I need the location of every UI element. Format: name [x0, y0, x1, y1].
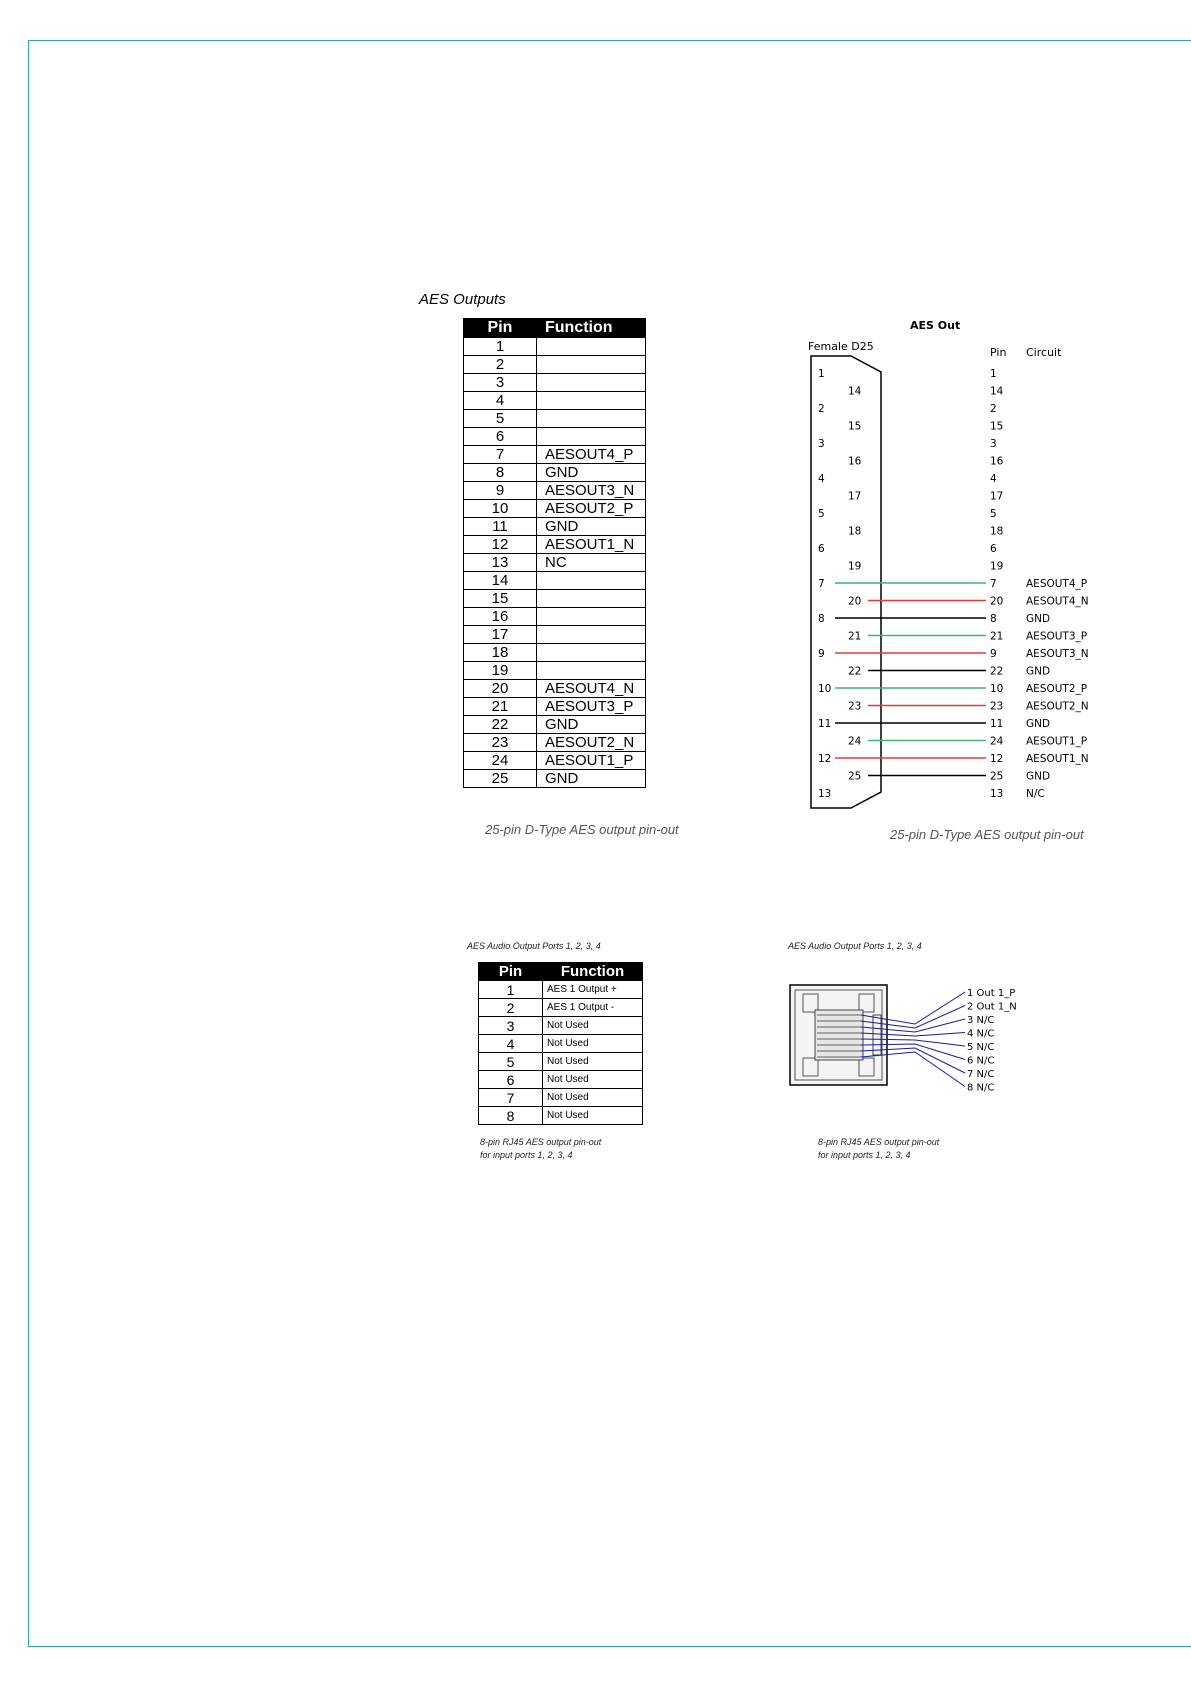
- table-row: [464, 608, 646, 626]
- table-row: [479, 1017, 643, 1035]
- rj45-pin-label: 5 N/C: [967, 1042, 995, 1053]
- pin-cell: 21: [464, 698, 537, 716]
- table-row: [464, 770, 646, 788]
- connector-pin-number: 1: [818, 368, 825, 380]
- pin-list-number: 19: [990, 560, 1004, 573]
- pin-list-number: 8: [990, 613, 997, 625]
- table-row: [464, 716, 646, 734]
- pin-cell: 7: [464, 446, 537, 464]
- circuit-label: AESOUT4_P: [1026, 578, 1088, 590]
- table-row: [464, 392, 646, 410]
- pin-list-number: 24: [990, 735, 1004, 748]
- pin-list-number: 10: [990, 683, 1004, 695]
- pin-cell: 10: [464, 500, 537, 518]
- pin-list-number: 12: [990, 753, 1004, 765]
- column-header-pin: Pin: [990, 346, 1007, 359]
- pin-cell: 3: [464, 374, 537, 392]
- table-row: [479, 1089, 643, 1107]
- pin-cell: 5: [464, 410, 537, 428]
- pin-list-number: 25: [990, 770, 1004, 783]
- table-row: [479, 1035, 643, 1053]
- pin-cell: 24: [464, 752, 537, 770]
- pin-list-number: 14: [990, 385, 1004, 398]
- table-row: [479, 1071, 643, 1089]
- connector-pin-number: 14: [848, 385, 862, 398]
- connector-pin-number: 11: [818, 718, 832, 730]
- pin-list-number: 11: [990, 718, 1004, 730]
- pin-list-number: 6: [990, 543, 997, 555]
- table-row: [464, 572, 646, 590]
- pin-list-number: 7: [990, 578, 997, 590]
- pin-cell: 11: [464, 518, 537, 536]
- circuit-label: AESOUT1_P: [1026, 735, 1088, 748]
- table-row: [479, 1053, 643, 1071]
- table-header-row: [464, 319, 646, 338]
- rj45-pin-label: 7 N/C: [967, 1069, 995, 1080]
- column-header-function: Function: [537, 319, 646, 338]
- pin-list-number: 23: [990, 700, 1004, 713]
- rj45-diagram-title: AES Audio Output Ports 1, 2, 3, 4: [788, 941, 922, 951]
- pin-cell: 19: [464, 662, 537, 680]
- table-row: [464, 698, 646, 716]
- table-row: [464, 662, 646, 680]
- pin-list-number: 9: [990, 648, 997, 660]
- circuit-label: AESOUT2_P: [1026, 683, 1088, 695]
- rj45-pin-label: 4 N/C: [967, 1028, 995, 1040]
- pin-list-number: 21: [990, 630, 1004, 643]
- table-row: [464, 734, 646, 752]
- rj45-pin-label: 6 N/C: [967, 1055, 995, 1067]
- caption-line: 8-pin RJ45 AES output pin-out: [480, 1137, 602, 1147]
- function-cell: GND: [537, 464, 646, 482]
- pin-cell: 3: [479, 1017, 543, 1035]
- connector-pin-number: 3: [818, 438, 825, 450]
- connector-pin-number: 5: [818, 508, 825, 520]
- table-row: [464, 752, 646, 770]
- table-row: [464, 500, 646, 518]
- circuit-label: AESOUT3_N: [1026, 648, 1089, 660]
- function-cell: GND: [537, 770, 646, 788]
- table-row: [464, 428, 646, 446]
- function-cell: Not Used: [543, 1017, 643, 1035]
- pin-list-number: 3: [990, 438, 997, 450]
- pin-cell: 6: [479, 1071, 543, 1089]
- connector-label: Female D25: [808, 340, 874, 353]
- pin-cell: 18: [464, 644, 537, 662]
- connector-pin-number: 17: [848, 490, 862, 503]
- function-cell: AESOUT4_N: [537, 680, 646, 698]
- d25-wiring-diagram: [790, 315, 1120, 845]
- caption-line: for input ports 1, 2, 3, 4: [818, 1150, 911, 1160]
- connector-pin-number: 21: [848, 630, 862, 643]
- column-header-circuit: Circuit: [1026, 346, 1062, 359]
- pin-cell: 17: [464, 626, 537, 644]
- table-row: [464, 590, 646, 608]
- connector-pin-number: 7: [818, 578, 825, 590]
- function-cell: Not Used: [543, 1053, 643, 1071]
- diagram-title: AES Out: [910, 319, 961, 332]
- table-row: [464, 518, 646, 536]
- connector-pin-number: 6: [818, 543, 825, 555]
- connector-pin-number: 20: [848, 595, 862, 608]
- connector-pin-number: 13: [818, 788, 832, 800]
- pin-list-number: 2: [990, 403, 997, 415]
- table-row: [464, 338, 646, 356]
- pin-cell: 4: [479, 1035, 543, 1053]
- function-cell: AESOUT3_N: [537, 482, 646, 500]
- connector-pin-number: 16: [848, 455, 862, 468]
- circuit-label: AESOUT4_N: [1026, 595, 1089, 608]
- circuit-label: GND: [1026, 613, 1051, 625]
- table-row: [479, 1107, 643, 1125]
- pin-list-number: 16: [990, 455, 1004, 468]
- function-cell: AES 1 Output -: [543, 999, 643, 1017]
- function-cell: [537, 356, 646, 374]
- function-cell: [537, 644, 646, 662]
- pin-list-number: 15: [990, 420, 1004, 433]
- function-cell: Not Used: [543, 1107, 643, 1125]
- function-cell: AESOUT1_N: [537, 536, 646, 554]
- function-cell: NC: [537, 554, 646, 572]
- pin-list-number: 20: [990, 595, 1004, 608]
- pin-cell: 8: [479, 1107, 543, 1125]
- section-title: AES Outputs: [419, 291, 506, 308]
- connector-pin-number: 24: [848, 735, 862, 748]
- pin-list-number: 5: [990, 508, 997, 520]
- table-row: [464, 644, 646, 662]
- pin-list-number: 13: [990, 788, 1004, 800]
- function-cell: AESOUT3_P: [537, 698, 646, 716]
- d25-diagram-caption: 25-pin D-Type AES output pin-out: [890, 827, 1084, 842]
- connector-pin-number: 2: [818, 403, 825, 415]
- pin-list-number: 22: [990, 665, 1004, 678]
- pin-list-number: 1: [990, 368, 997, 380]
- function-cell: AESOUT2_N: [537, 734, 646, 752]
- connector-pin-number: 12: [818, 753, 832, 765]
- rj45-pin-label: 2 Out 1_N: [967, 1001, 1017, 1013]
- table-row: [464, 464, 646, 482]
- circuit-label: AESOUT2_N: [1026, 700, 1089, 713]
- rj45-table-title: AES Audio Output Ports 1, 2, 3, 4: [467, 941, 601, 951]
- rj45-pin-label: 3 N/C: [967, 1015, 995, 1026]
- circuit-label: GND: [1026, 665, 1051, 678]
- connector-pin-number: 18: [848, 525, 862, 538]
- function-cell: Not Used: [543, 1089, 643, 1107]
- pin-cell: 8: [464, 464, 537, 482]
- table-row: [464, 356, 646, 374]
- table-row: [464, 626, 646, 644]
- caption-line: 8-pin RJ45 AES output pin-out: [818, 1137, 940, 1147]
- rj45-pinout-table: [478, 962, 643, 1125]
- pin-cell: 2: [464, 356, 537, 374]
- table-header-row: [479, 963, 643, 981]
- table-row: [464, 482, 646, 500]
- function-cell: [537, 662, 646, 680]
- connector-pin-number: 25: [848, 770, 862, 783]
- column-header-pin: Pin: [464, 319, 537, 338]
- pin-cell: 16: [464, 608, 537, 626]
- pin-cell: 20: [464, 680, 537, 698]
- connector-pin-number: 9: [818, 648, 825, 660]
- connector-pin-number: 4: [818, 473, 825, 485]
- connector-pin-number: 23: [848, 700, 862, 713]
- table-row: [464, 410, 646, 428]
- rj45-socket-diagram: [785, 980, 1045, 1095]
- rj45-socket-icon: [790, 985, 887, 1085]
- function-cell: [537, 374, 646, 392]
- function-cell: GND: [537, 518, 646, 536]
- table-row: [464, 374, 646, 392]
- table-row: [464, 446, 646, 464]
- column-header-pin: Pin: [479, 963, 543, 981]
- pin-cell: 13: [464, 554, 537, 572]
- table-row: [479, 999, 643, 1017]
- pin-cell: 4: [464, 392, 537, 410]
- pin-cell: 1: [464, 338, 537, 356]
- pin-cell: 22: [464, 716, 537, 734]
- function-cell: [537, 410, 646, 428]
- connector-pin-number: 10: [818, 683, 832, 695]
- function-cell: [537, 428, 646, 446]
- pin-cell: 6: [464, 428, 537, 446]
- pin-cell: 12: [464, 536, 537, 554]
- d25-table-caption: 25-pin D-Type AES output pin-out: [485, 822, 679, 837]
- function-cell: AESOUT4_P: [537, 446, 646, 464]
- pin-cell: 23: [464, 734, 537, 752]
- function-cell: GND: [537, 716, 646, 734]
- table-row: [464, 680, 646, 698]
- rj45-table-caption: [480, 1136, 601, 1162]
- caption-line: for input ports 1, 2, 3, 4: [480, 1150, 573, 1160]
- function-cell: [537, 338, 646, 356]
- pin-cell: 9: [464, 482, 537, 500]
- function-cell: AES 1 Output +: [543, 981, 643, 999]
- connector-pin-number: 22: [848, 665, 862, 678]
- rj45-pin-label: 1 Out 1_P: [967, 988, 1016, 999]
- table-row: [464, 554, 646, 572]
- function-cell: [537, 590, 646, 608]
- circuit-label: GND: [1026, 770, 1051, 783]
- function-cell: [537, 572, 646, 590]
- pin-cell: 15: [464, 590, 537, 608]
- connector-pin-number: 15: [848, 420, 862, 433]
- function-cell: [537, 608, 646, 626]
- pin-list-number: 18: [990, 525, 1004, 538]
- function-cell: [537, 626, 646, 644]
- pin-cell: 1: [479, 981, 543, 999]
- function-cell: [537, 392, 646, 410]
- function-cell: AESOUT1_P: [537, 752, 646, 770]
- pin-cell: 2: [479, 999, 543, 1017]
- function-cell: Not Used: [543, 1071, 643, 1089]
- circuit-label: GND: [1026, 718, 1051, 730]
- rj45-diagram-caption: [818, 1136, 939, 1162]
- pin-list-number: 17: [990, 490, 1004, 503]
- pin-cell: 25: [464, 770, 537, 788]
- circuit-label: N/C: [1026, 788, 1045, 800]
- circuit-label: AESOUT1_N: [1026, 753, 1089, 765]
- function-cell: Not Used: [543, 1035, 643, 1053]
- pin-cell: 5: [479, 1053, 543, 1071]
- rj45-pin-label: 8 N/C: [967, 1082, 995, 1094]
- circuit-label: AESOUT3_P: [1026, 630, 1088, 643]
- column-header-function: Function: [543, 963, 643, 981]
- table-row: [479, 981, 643, 999]
- connector-pin-number: 19: [848, 560, 862, 573]
- pin-list-number: 4: [990, 473, 997, 485]
- connector-pin-number: 8: [818, 613, 825, 625]
- table-row: [464, 536, 646, 554]
- function-cell: AESOUT2_P: [537, 500, 646, 518]
- d25-pinout-table: [463, 318, 646, 788]
- pin-cell: 7: [479, 1089, 543, 1107]
- pin-cell: 14: [464, 572, 537, 590]
